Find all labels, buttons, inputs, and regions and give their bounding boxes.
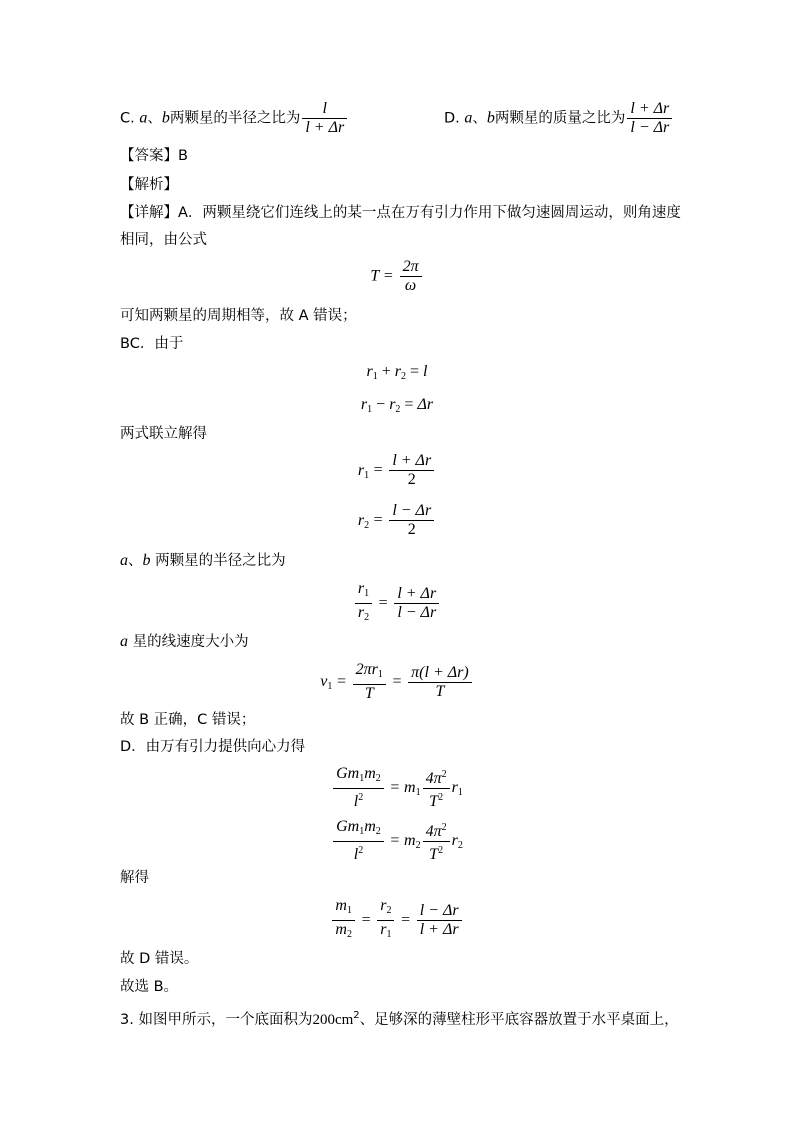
formula-r2: $r_2$ = $\frac{l - \Delta r}{2}$ xyxy=(0,502,794,539)
formula-r1: $r_1$ = $\frac{l + \Delta r}{2}$ xyxy=(0,452,794,489)
text-d: D．由万有引力提供向心力得 xyxy=(120,739,306,755)
formula-mass-ratio: $\frac{m_1}{m_2}$ = $\frac{r_2}{r_1}$ = $\frac{l - \Delta r}{l + \Delta r}$ xyxy=(0,897,794,944)
option-d: D. a、b两颗星的质量之比为 $\frac{l + \Delta r}{l - \Delta r}$ xyxy=(444,100,674,137)
text-solve: 两式联立解得 xyxy=(120,426,207,442)
detail-paragraph: 【详解】A．两颗星绕它们连线上的某一点在万有引力作用下做匀速圆周运动，则角速度 xyxy=(120,205,681,221)
text-period-equal: 可知两颗星的周期相等，故 A 错误； xyxy=(120,308,357,324)
question-3: 3. 如图甲所示，一个底面积为$200cm^2$、足够深的薄壁柱形平底容器放置于水平桌面上， xyxy=(120,1010,679,1028)
text-velocity: a 星的线速度大小为 xyxy=(120,633,249,650)
analysis-label: 【解析】 xyxy=(120,177,178,193)
formula-period: T = $\frac{2\pi}{\omega}$ xyxy=(0,258,794,295)
formula-velocity: $v_1$ = $\frac{2\pi r_1}{T}$ = $\frac{\pi(l + \Delta r)}{T}$ xyxy=(0,661,794,703)
text-choose: 故选 B。 xyxy=(120,979,179,995)
fraction-c: $\frac{l}{l + \Delta r}$ xyxy=(302,100,347,137)
text-jiede: 解得 xyxy=(120,870,149,886)
detail-paragraph-cont: 相同，由公式 xyxy=(120,232,207,248)
formula-gravity-1: $\frac{Gm_1m_2}{l^2}$ = $m_1$ $\frac{4\pi^2}{T^2}$ $r_1$ xyxy=(0,765,794,811)
text-b-correct: 故 B 正确，C 错误； xyxy=(120,712,256,728)
option-c: C. a、b两颗星的半径之比为 $\frac{l}{l + \Delta r}$ xyxy=(120,100,349,137)
formula-sum: $r_1 + r_2 = l$ xyxy=(366,363,428,382)
text-bc: BC．由于 xyxy=(120,336,184,352)
text-ratio-r: a、b 两颗星的半径之比为 xyxy=(120,552,286,569)
fraction-d: $\frac{l + \Delta r}{l - \Delta r}$ xyxy=(627,100,672,137)
formula-r-ratio: $\frac{r_1}{r_2}$ = $\frac{l + \Delta r}{l - \Delta r}$ xyxy=(0,580,794,627)
answer-label: 【答案】B xyxy=(120,148,188,164)
formula-gravity-2: $\frac{Gm_1m_2}{l^2}$ = $m_2$ $\frac{4\pi^2}{T^2}$ $r_2$ xyxy=(0,818,794,864)
text-d-wrong: 故 D 错误。 xyxy=(120,951,199,967)
formula-diff: $r_1 - r_2 = \Delta r$ xyxy=(360,396,434,415)
